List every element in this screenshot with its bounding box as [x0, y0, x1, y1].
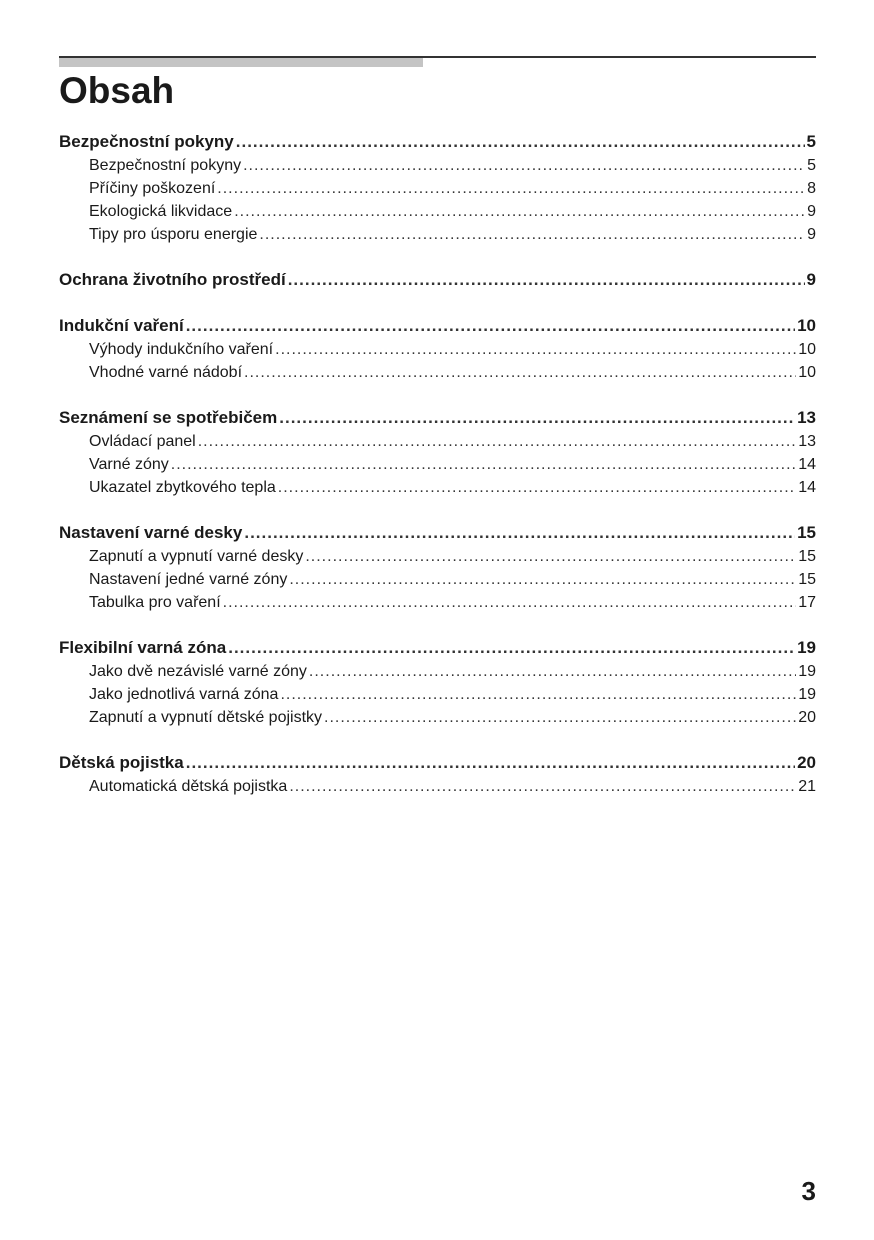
toc-subentry-page: 14	[798, 479, 816, 496]
toc-chapter-title: Dětská pojistka	[59, 753, 184, 772]
toc-leader-dots	[243, 154, 805, 177]
toc-chapter-page: 19	[797, 638, 816, 657]
toc-subentry-title: Nastavení jedné varné zóny	[89, 571, 288, 588]
toc-section	[59, 129, 816, 246]
toc-chapter-title: Flexibilní varná zóna	[59, 638, 227, 657]
toc-chapter-title: Indukční vaření	[59, 316, 184, 335]
toc-leader-dots	[186, 750, 795, 775]
toc-leader-dots	[289, 775, 796, 798]
toc-leader-dots	[259, 223, 805, 246]
toc-leader-dots	[305, 545, 796, 568]
toc-leader-dots	[289, 568, 796, 591]
toc-subentry[interactable]	[59, 568, 816, 591]
toc-section	[59, 405, 816, 499]
toc-section	[59, 750, 816, 798]
toc-subentry[interactable]	[59, 476, 816, 499]
toc-subentry-page: 19	[798, 686, 816, 703]
toc-subentry-page: 15	[798, 571, 816, 588]
toc-subentry[interactable]	[59, 223, 816, 246]
toc-leader-dots	[236, 129, 805, 154]
toc-leader-dots	[288, 267, 805, 292]
toc-subentry-page: 21	[798, 778, 816, 795]
toc-subentry-page: 5	[807, 157, 816, 174]
toc-chapter-title: Nastavení varné desky	[59, 523, 243, 542]
toc-subentry-title: Zapnutí a vypnutí dětské pojistky	[89, 709, 323, 726]
toc-chapter-page: 10	[797, 316, 816, 335]
toc-subentry-title: Ukazatel zbytkového tepla	[89, 479, 276, 496]
toc-chapter-title: Bezpečnostní pokyny	[59, 132, 234, 151]
toc-subentry[interactable]	[59, 545, 816, 568]
toc-subentry-title: Tipy pro úsporu energie	[89, 226, 258, 243]
toc-chapter-entry[interactable]	[59, 313, 816, 338]
toc-subentry-page: 15	[798, 548, 816, 565]
toc-subentry-title: Automatická dětská pojistka	[89, 778, 288, 795]
toc-subentry[interactable]	[59, 338, 816, 361]
toc-subentry-page: 10	[798, 341, 816, 358]
toc-subentry[interactable]	[59, 706, 816, 729]
toc-chapter-entry[interactable]	[59, 520, 816, 545]
toc-leader-dots	[309, 660, 796, 683]
toc-section	[59, 520, 816, 614]
toc-chapter-entry[interactable]	[59, 405, 816, 430]
toc-chapter-entry[interactable]	[59, 129, 816, 154]
toc-subentry-title: Ekologická likvidace	[89, 203, 233, 220]
toc-leader-dots	[275, 338, 796, 361]
toc-leader-dots	[186, 313, 795, 338]
toc-subentry-page: 14	[798, 456, 816, 473]
toc-subentry[interactable]	[59, 154, 816, 177]
toc-subentry-page: 8	[807, 180, 816, 197]
toc-subentry[interactable]	[59, 591, 816, 614]
toc-subentry-title: Zapnutí a vypnutí varné desky	[89, 548, 304, 565]
toc-leader-dots	[228, 635, 795, 660]
toc-subentry-title: Příčiny poškození	[89, 180, 216, 197]
toc-leader-dots	[244, 361, 796, 384]
toc-subentry-page: 9	[807, 203, 816, 220]
toc-leader-dots	[217, 177, 805, 200]
page-number: 3	[801, 1176, 816, 1206]
toc-subentry[interactable]	[59, 200, 816, 223]
toc-subentry-title: Jako dvě nezávislé varné zóny	[89, 663, 307, 680]
toc-leader-dots	[278, 476, 796, 499]
toc-leader-dots	[279, 405, 795, 430]
table-of-contents	[59, 129, 816, 819]
toc-subentry[interactable]	[59, 453, 816, 476]
toc-subentry[interactable]	[59, 683, 816, 706]
toc-subentry-title: Tabulka pro vaření	[89, 594, 221, 611]
toc-subentry-title: Výhody indukčního vaření	[89, 341, 274, 358]
toc-chapter-entry[interactable]	[59, 267, 816, 292]
toc-leader-dots	[234, 200, 805, 223]
toc-subentry-page: 17	[798, 594, 816, 611]
toc-chapter-entry[interactable]	[59, 750, 816, 775]
toc-chapter-page: 20	[797, 753, 816, 772]
toc-subentry[interactable]	[59, 430, 816, 453]
header-accent-bar	[59, 58, 423, 67]
toc-subentry[interactable]	[59, 660, 816, 683]
toc-leader-dots	[223, 591, 797, 614]
toc-subentry-page: 9	[807, 226, 816, 243]
toc-subentry-page: 10	[798, 364, 816, 381]
toc-chapter-page: 13	[797, 408, 816, 427]
toc-leader-dots	[280, 683, 796, 706]
toc-subentry-title: Vhodné varné nádobí	[89, 364, 243, 381]
toc-section	[59, 313, 816, 384]
page-title: Obsah	[59, 70, 175, 111]
toc-chapter-page: 5	[806, 132, 816, 151]
toc-subentry-title: Ovládací panel	[89, 433, 196, 450]
toc-leader-dots	[171, 453, 796, 476]
toc-subentry-title: Varné zóny	[89, 456, 169, 473]
toc-subentry[interactable]	[59, 775, 816, 798]
toc-chapter-title: Seznámení se spotřebičem	[59, 408, 278, 427]
toc-subentry-title: Bezpečnostní pokyny	[89, 157, 242, 174]
toc-subentry-page: 20	[798, 709, 816, 726]
toc-subentry-page: 19	[798, 663, 816, 680]
toc-subentry-page: 13	[798, 433, 816, 450]
toc-chapter-page: 9	[806, 270, 816, 289]
toc-chapter-page: 15	[797, 523, 816, 542]
toc-leader-dots	[324, 706, 796, 729]
toc-leader-dots	[198, 430, 796, 453]
toc-section	[59, 267, 816, 292]
toc-subentry[interactable]	[59, 177, 816, 200]
toc-subentry-title: Jako jednotlivá varná zóna	[89, 686, 279, 703]
toc-subentry[interactable]	[59, 361, 816, 384]
toc-chapter-title: Ochrana životního prostředí	[59, 270, 286, 289]
toc-leader-dots	[244, 520, 795, 545]
toc-chapter-entry[interactable]	[59, 635, 816, 660]
toc-section	[59, 635, 816, 729]
